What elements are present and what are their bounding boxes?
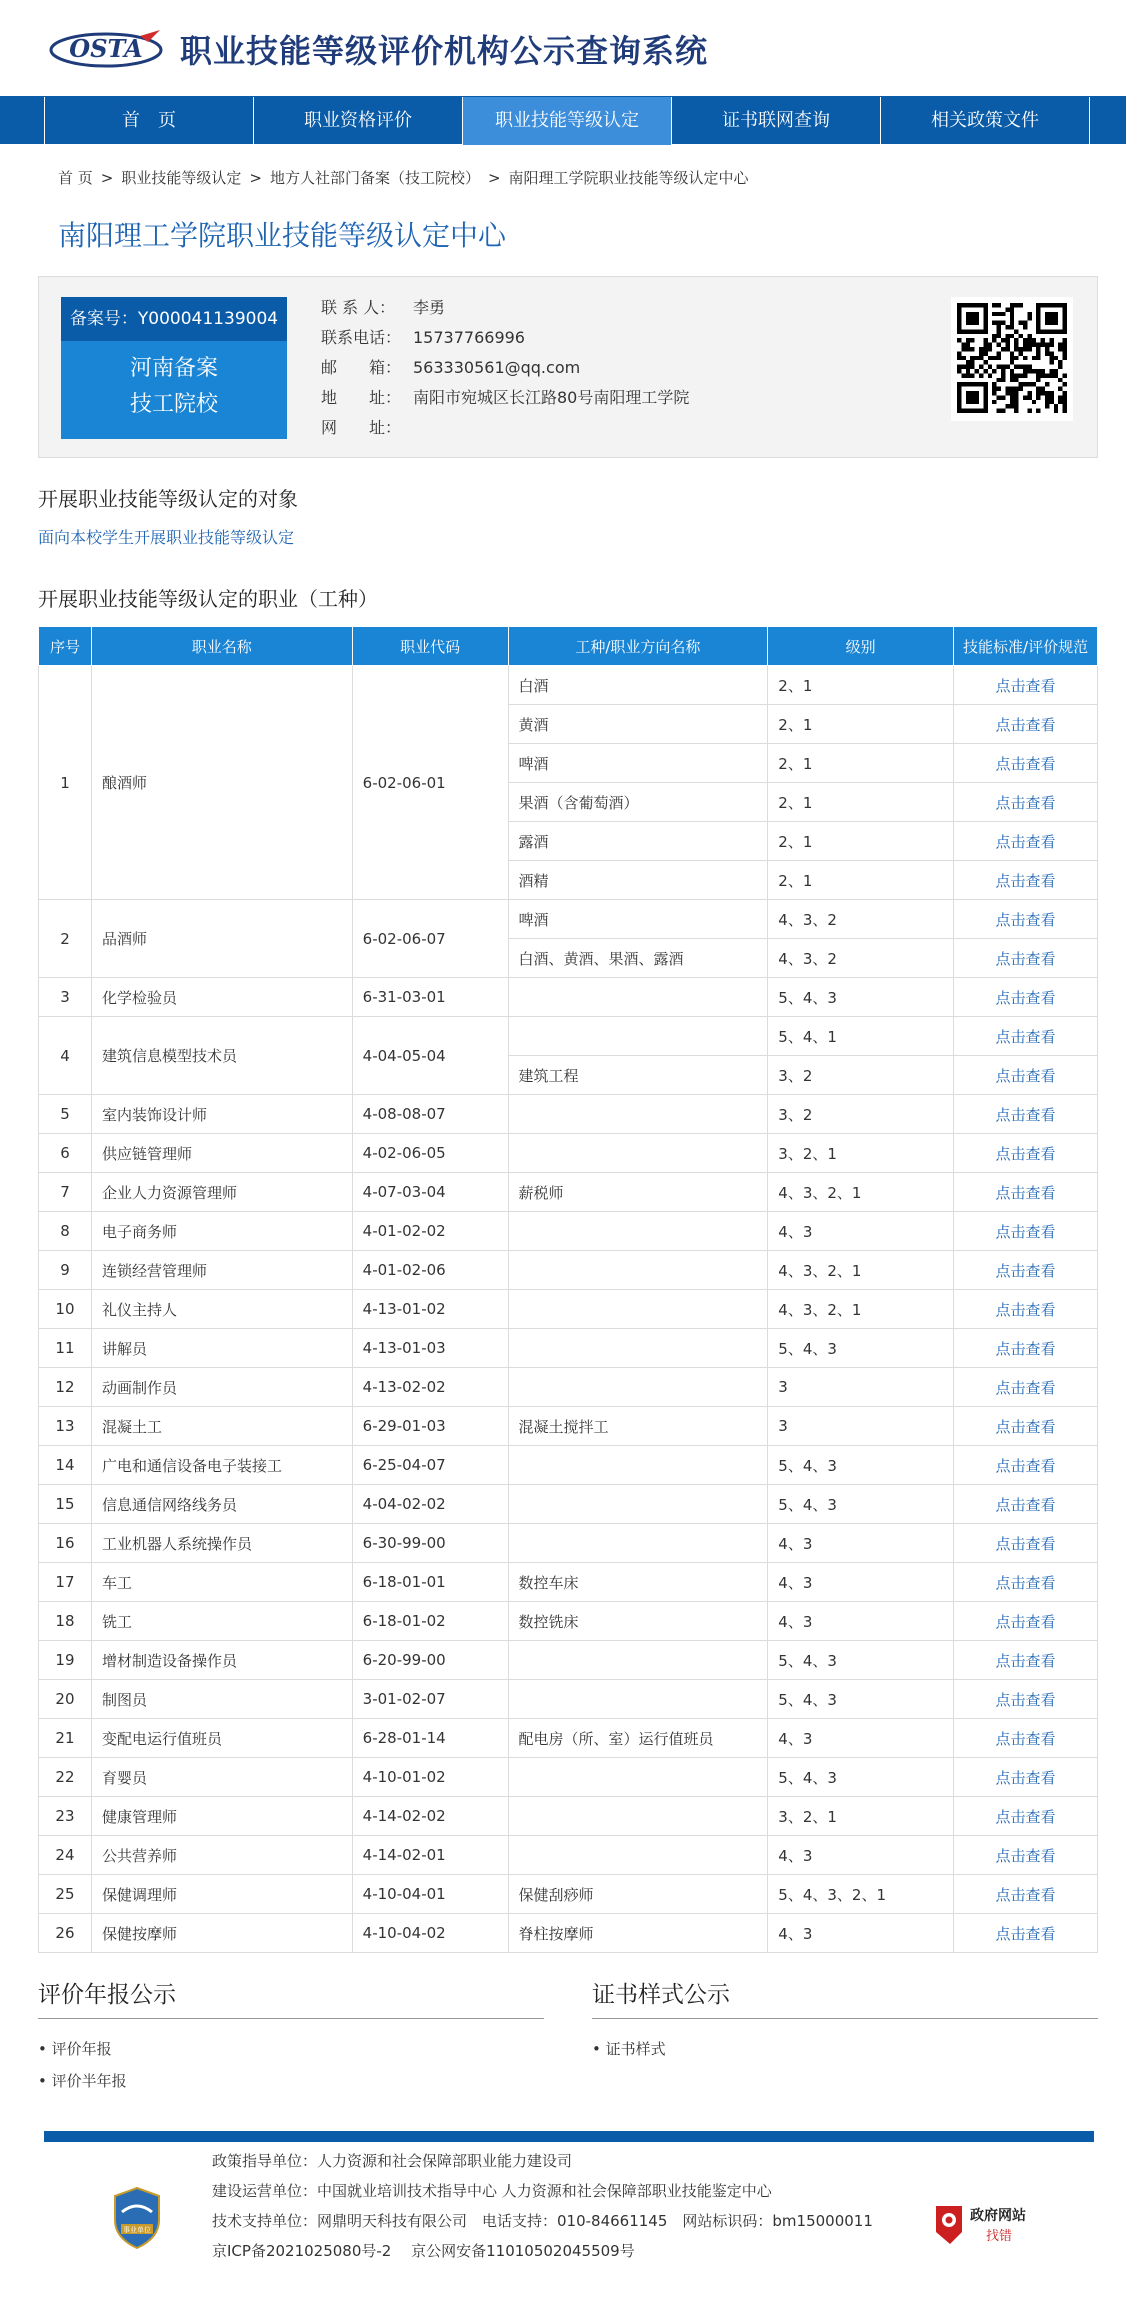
- annual-report-heading: 评价年报公示: [38, 1971, 544, 2019]
- job-level: 4、3、2: [768, 939, 954, 978]
- record-type-line1: 河南备案: [129, 356, 218, 381]
- jobs-table: [38, 626, 1098, 1953]
- job-direction: 酒精: [508, 861, 768, 900]
- job-number: 13: [39, 1407, 92, 1446]
- job-direction: 保健刮痧师: [508, 1875, 768, 1914]
- job-direction: [508, 978, 768, 1017]
- job-number: 9: [39, 1251, 92, 1290]
- job-name: 信息通信网络线务员: [91, 1485, 352, 1524]
- job-direction: [508, 1134, 768, 1173]
- job-code: 4-10-04-01: [352, 1875, 508, 1914]
- record-type: [61, 341, 287, 423]
- job-number: 25: [39, 1875, 92, 1914]
- breadcrumb: [58, 168, 1126, 188]
- job-code: 6-25-04-07: [352, 1446, 508, 1485]
- job-name: 育婴员: [91, 1758, 352, 1797]
- view-standard-link[interactable]: 点击查看: [954, 705, 1098, 744]
- breadcrumb-item-0[interactable]: 首 页: [58, 169, 93, 187]
- job-name: 铣工: [91, 1602, 352, 1641]
- view-standard-link[interactable]: 点击查看: [954, 1251, 1098, 1290]
- job-level: 5、4、3、2、1: [768, 1875, 954, 1914]
- job-direction: [508, 1212, 768, 1251]
- job-name: 公共营养师: [91, 1836, 352, 1875]
- job-name: 讲解员: [91, 1329, 352, 1368]
- view-standard-link[interactable]: 点击查看: [954, 1446, 1098, 1485]
- job-name: 礼仪主持人: [91, 1290, 352, 1329]
- table-row: [39, 978, 1098, 1017]
- contact-label: 地 址：: [321, 388, 402, 407]
- job-direction: 白酒: [508, 666, 768, 705]
- list-item-label: 评价半年报: [51, 2072, 127, 2090]
- job-direction: 白酒、黄酒、果酒、露酒: [508, 939, 768, 978]
- job-code: 4-08-08-07: [352, 1095, 508, 1134]
- job-code: 6-02-06-07: [352, 900, 508, 978]
- job-name: 制图员: [91, 1680, 352, 1719]
- job-level: 5、4、3: [768, 1446, 954, 1485]
- table-row: [39, 1719, 1098, 1758]
- job-level: 4、3: [768, 1836, 954, 1875]
- job-code: 4-01-02-02: [352, 1212, 508, 1251]
- job-direction: [508, 1797, 768, 1836]
- job-level: 2、1: [768, 783, 954, 822]
- nav-item-2[interactable]: 职业技能等级认定: [463, 97, 672, 145]
- job-level: 5、4、3: [768, 978, 954, 1017]
- view-standard-link[interactable]: 点击查看: [954, 1563, 1098, 1602]
- job-number: 10: [39, 1290, 92, 1329]
- view-standard-link[interactable]: 点击查看: [954, 1095, 1098, 1134]
- job-number: 8: [39, 1212, 92, 1251]
- job-level: 4、3: [768, 1719, 954, 1758]
- nav-item-3[interactable]: 证书联网查询: [672, 97, 881, 145]
- target-heading: 开展职业技能等级认定的对象: [38, 487, 298, 511]
- list-item-label: 证书样式: [605, 2040, 666, 2058]
- job-name: 动画制作员: [91, 1368, 352, 1407]
- contact-row: [321, 413, 689, 443]
- view-standard-link[interactable]: 点击查看: [954, 1758, 1098, 1797]
- job-code: 6-31-03-01: [352, 978, 508, 1017]
- page-title: 南阳理工学院职业技能等级认定中心: [58, 219, 507, 252]
- record-number: 备案号：Y000041139004: [61, 297, 287, 341]
- job-direction: 果酒（含葡萄酒）: [508, 783, 768, 822]
- job-code: 4-14-02-01: [352, 1836, 508, 1875]
- table-row: [39, 1602, 1098, 1641]
- contact-label: 网 址：: [321, 418, 402, 437]
- view-standard-link[interactable]: 点击查看: [954, 1212, 1098, 1251]
- job-number: 12: [39, 1368, 92, 1407]
- footer-line-3: 京ICP备2021025080号-2 京公网安备11010502045509号: [212, 2242, 635, 2260]
- job-number: 17: [39, 1563, 92, 1602]
- job-name: 企业人力资源管理师: [91, 1173, 352, 1212]
- column-header-0: 序号: [39, 627, 92, 666]
- job-direction: [508, 1368, 768, 1407]
- job-level: 2、1: [768, 822, 954, 861]
- table-row: [39, 1758, 1098, 1797]
- job-number: 2: [39, 900, 92, 978]
- footer-divider: [44, 2131, 1094, 2142]
- job-code: 4-01-02-06: [352, 1251, 508, 1290]
- job-number: 1: [39, 666, 92, 900]
- bullet-icon: •: [592, 2040, 606, 2058]
- job-direction: 数控车床: [508, 1563, 768, 1602]
- table-row: [39, 1524, 1098, 1563]
- table-row: [39, 1680, 1098, 1719]
- job-code: 4-02-06-05: [352, 1134, 508, 1173]
- job-code: 6-29-01-03: [352, 1407, 508, 1446]
- view-standard-link[interactable]: 点击查看: [954, 1914, 1098, 1953]
- job-name: 混凝土工: [91, 1407, 352, 1446]
- site-title: 职业技能等级评价机构公示查询系统: [180, 32, 709, 70]
- view-standard-link[interactable]: 点击查看: [954, 1641, 1098, 1680]
- column-header-1: 职业名称: [91, 627, 352, 666]
- view-standard-link[interactable]: 点击查看: [954, 1875, 1098, 1914]
- job-number: 23: [39, 1797, 92, 1836]
- cert-style-section: [592, 1971, 1098, 2097]
- view-standard-link[interactable]: 点击查看: [954, 1836, 1098, 1875]
- job-name: 保健按摩师: [91, 1914, 352, 1953]
- main-nav: [0, 96, 1126, 144]
- view-standard-link[interactable]: 点击查看: [954, 1407, 1098, 1446]
- contact-value: 15737766996: [413, 328, 525, 347]
- job-code: 4-10-01-02: [352, 1758, 508, 1797]
- job-number: 7: [39, 1173, 92, 1212]
- table-row: [39, 1407, 1098, 1446]
- bottom-lists: [38, 1971, 1098, 2097]
- job-code: 4-04-05-04: [352, 1017, 508, 1095]
- bullet-icon: •: [38, 2072, 52, 2090]
- job-number: 5: [39, 1095, 92, 1134]
- view-standard-link[interactable]: 点击查看: [954, 666, 1098, 705]
- job-name: 工业机器人系统操作员: [91, 1524, 352, 1563]
- job-code: 4-14-02-02: [352, 1797, 508, 1836]
- job-level: 3: [768, 1407, 954, 1446]
- view-standard-link[interactable]: 点击查看: [954, 822, 1098, 861]
- job-direction: [508, 1680, 768, 1719]
- job-direction: [508, 1836, 768, 1875]
- view-standard-link[interactable]: 点击查看: [954, 1797, 1098, 1836]
- table-row: [39, 1329, 1098, 1368]
- job-level: 3、2: [768, 1056, 954, 1095]
- table-header-row: [39, 627, 1098, 666]
- target-text: 面向本校学生开展职业技能等级认定: [38, 528, 295, 547]
- table-row: [39, 900, 1098, 939]
- job-direction: [508, 1329, 768, 1368]
- contact-row: [321, 293, 689, 323]
- job-direction: 混凝土搅拌工: [508, 1407, 768, 1446]
- job-name: 建筑信息模型技术员: [91, 1017, 352, 1095]
- job-code: 6-28-01-14: [352, 1719, 508, 1758]
- table-row: [39, 1251, 1098, 1290]
- job-level: 2、1: [768, 705, 954, 744]
- job-name: 电子商务师: [91, 1212, 352, 1251]
- job-level: 4、3: [768, 1212, 954, 1251]
- view-standard-link[interactable]: 点击查看: [954, 1719, 1098, 1758]
- job-level: 4、3: [768, 1602, 954, 1641]
- job-level: 3、2: [768, 1095, 954, 1134]
- table-row: [39, 1914, 1098, 1953]
- table-row: [39, 1875, 1098, 1914]
- job-level: 5、4、1: [768, 1017, 954, 1056]
- job-direction: [508, 1095, 768, 1134]
- job-code: 4-07-03-04: [352, 1173, 508, 1212]
- contact-label: 联系电话：: [321, 328, 402, 347]
- job-name: 变配电运行值班员: [91, 1719, 352, 1758]
- job-level: 4、3: [768, 1914, 954, 1953]
- record-type-line2: 技工院校: [129, 392, 218, 417]
- footer-line-0: 政策指导单位：人力资源和社会保障部职业能力建设司: [212, 2152, 573, 2170]
- job-direction: 建筑工程: [508, 1056, 768, 1095]
- view-standard-link[interactable]: 点击查看: [954, 978, 1098, 1017]
- institution-info-box: [38, 276, 1098, 458]
- cert-style-list: [592, 2033, 1098, 2065]
- list-item[interactable]: [38, 2065, 544, 2097]
- job-level: 4、3: [768, 1563, 954, 1602]
- jobs-table-body: [39, 666, 1098, 1953]
- gov-site-error-report-icon[interactable]: [934, 2198, 1044, 2248]
- job-code: 4-04-02-02: [352, 1485, 508, 1524]
- view-standard-link[interactable]: 点击查看: [954, 939, 1098, 978]
- list-item[interactable]: [592, 2033, 1098, 2065]
- nav-item-1[interactable]: 职业资格评价: [254, 97, 463, 145]
- column-header-2: 职业代码: [352, 627, 508, 666]
- job-level: 5、4、3: [768, 1758, 954, 1797]
- table-row: [39, 1290, 1098, 1329]
- view-standard-link[interactable]: 点击查看: [954, 861, 1098, 900]
- emblem-label: 事业单位: [123, 2226, 151, 2234]
- public-institution-emblem-icon[interactable]: [112, 2186, 162, 2250]
- job-code: 4-13-01-03: [352, 1329, 508, 1368]
- job-name: 连锁经营管理师: [91, 1251, 352, 1290]
- job-code: 6-18-01-02: [352, 1602, 508, 1641]
- job-direction: 配电房（所、室）运行值班员: [508, 1719, 768, 1758]
- job-number: 20: [39, 1680, 92, 1719]
- job-level: 4、3、2、1: [768, 1251, 954, 1290]
- footer-line-2: 技术支持单位：网鼎明天科技有限公司 电话支持：010-84661145 网站标识码：bm15000011: [212, 2212, 873, 2230]
- job-level: 4、3、2、1: [768, 1173, 954, 1212]
- view-standard-link[interactable]: 点击查看: [954, 1173, 1098, 1212]
- contact-row: [321, 353, 689, 383]
- job-code: 4-10-04-02: [352, 1914, 508, 1953]
- view-standard-link[interactable]: 点击查看: [954, 1017, 1098, 1056]
- table-row: [39, 1095, 1098, 1134]
- job-direction: 黄酒: [508, 705, 768, 744]
- contact-value: 李勇: [413, 298, 446, 317]
- job-number: 21: [39, 1719, 92, 1758]
- view-standard-link[interactable]: 点击查看: [954, 1524, 1098, 1563]
- table-row: [39, 1563, 1098, 1602]
- job-level: 2、1: [768, 861, 954, 900]
- footer-line-1: 建设运营单位：中国就业培训技术指导中心 人力资源和社会保障部职业技能鉴定中心: [212, 2182, 772, 2200]
- job-number: 26: [39, 1914, 92, 1953]
- table-row: [39, 1446, 1098, 1485]
- job-direction: 数控铣床: [508, 1602, 768, 1641]
- job-number: 18: [39, 1602, 92, 1641]
- footer-info: [212, 2146, 873, 2266]
- job-level: 3、2、1: [768, 1134, 954, 1173]
- job-direction: [508, 1251, 768, 1290]
- job-code: 4-13-01-02: [352, 1290, 508, 1329]
- contact-label: 邮 箱：: [321, 358, 402, 377]
- job-level: 3、2、1: [768, 1797, 954, 1836]
- job-name: 广电和通信设备电子装接工: [91, 1446, 352, 1485]
- job-level: 2、1: [768, 744, 954, 783]
- table-row: [39, 1212, 1098, 1251]
- job-name: 健康管理师: [91, 1797, 352, 1836]
- job-level: 5、4、3: [768, 1680, 954, 1719]
- job-level: 5、4、3: [768, 1485, 954, 1524]
- job-name: 品酒师: [91, 900, 352, 978]
- job-level: 5、4、3: [768, 1329, 954, 1368]
- job-level: 5、4、3: [768, 1641, 954, 1680]
- job-number: 14: [39, 1446, 92, 1485]
- table-row: [39, 1797, 1098, 1836]
- table-row: [39, 1836, 1098, 1875]
- view-standard-link[interactable]: 点击查看: [954, 1680, 1098, 1719]
- annual-report-list: [38, 2033, 544, 2097]
- job-direction: [508, 1485, 768, 1524]
- job-name: 车工: [91, 1563, 352, 1602]
- view-standard-link[interactable]: 点击查看: [954, 1368, 1098, 1407]
- job-number: 24: [39, 1836, 92, 1875]
- job-number: 19: [39, 1641, 92, 1680]
- breadcrumb-separator: >: [487, 169, 501, 187]
- view-standard-link[interactable]: 点击查看: [954, 744, 1098, 783]
- breadcrumb-separator: >: [249, 169, 262, 187]
- job-direction: 露酒: [508, 822, 768, 861]
- view-standard-link[interactable]: 点击查看: [954, 900, 1098, 939]
- job-code: 6-18-01-01: [352, 1563, 508, 1602]
- view-standard-link[interactable]: 点击查看: [954, 1056, 1098, 1095]
- job-direction: 薪税师: [508, 1173, 768, 1212]
- job-level: 4、3、2、1: [768, 1290, 954, 1329]
- column-header-5: 技能标准/评价规范: [954, 627, 1098, 666]
- job-level: 2、1: [768, 666, 954, 705]
- contact-row: [321, 323, 689, 353]
- contact-value: 563330561@qq.com: [413, 358, 581, 377]
- job-number: 11: [39, 1329, 92, 1368]
- record-badge: [61, 297, 287, 439]
- column-header-4: 级别: [768, 627, 954, 666]
- table-row: [39, 1368, 1098, 1407]
- nav-list: [44, 97, 1090, 145]
- table-row: [39, 1641, 1098, 1680]
- contact-label: 联 系 人：: [321, 298, 396, 317]
- contact-value: 南阳市宛城区长江路80号南阳理工学院: [413, 388, 690, 407]
- table-row: [39, 1485, 1098, 1524]
- qr-code-icon: [951, 297, 1073, 421]
- job-name: 保健调理师: [91, 1875, 352, 1914]
- column-header-3: 工种/职业方向名称: [508, 627, 768, 666]
- job-direction: [508, 1758, 768, 1797]
- view-standard-link[interactable]: 点击查看: [954, 1485, 1098, 1524]
- breadcrumb-separator: >: [100, 169, 114, 187]
- view-standard-link[interactable]: 点击查看: [954, 1329, 1098, 1368]
- annual-report-section: [38, 1971, 544, 2097]
- job-name: 室内装饰设计师: [91, 1095, 352, 1134]
- list-item[interactable]: [38, 2033, 544, 2065]
- job-direction: [508, 1017, 768, 1056]
- job-number: 6: [39, 1134, 92, 1173]
- nav-item-0[interactable]: 首 页: [45, 97, 254, 145]
- site-header: [0, 0, 1126, 96]
- job-direction: 啤酒: [508, 900, 768, 939]
- job-direction: [508, 1446, 768, 1485]
- table-row: [39, 1173, 1098, 1212]
- view-standard-link[interactable]: 点击查看: [954, 783, 1098, 822]
- site-footer: [0, 2142, 1126, 2272]
- view-standard-link[interactable]: 点击查看: [954, 1602, 1098, 1641]
- svg-text:OSTA: OSTA: [69, 34, 143, 63]
- job-number: 4: [39, 1017, 92, 1095]
- job-direction: [508, 1290, 768, 1329]
- table-row: [39, 1017, 1098, 1056]
- job-number: 16: [39, 1524, 92, 1563]
- contact-info: [321, 293, 689, 443]
- list-item-label: 评价年报: [51, 2040, 112, 2058]
- job-code: 3-01-02-07: [352, 1680, 508, 1719]
- breadcrumb-item-2[interactable]: 地方人社部门备案（技工院校）: [269, 169, 480, 187]
- job-code: 4-13-02-02: [352, 1368, 508, 1407]
- job-name: 酿酒师: [91, 666, 352, 900]
- job-code: 6-02-06-01: [352, 666, 508, 900]
- bullet-icon: •: [38, 2040, 52, 2058]
- nav-item-4[interactable]: 相关政策文件: [881, 97, 1090, 145]
- job-number: 15: [39, 1485, 92, 1524]
- job-direction: 啤酒: [508, 744, 768, 783]
- contact-row: [321, 383, 689, 413]
- table-row: [39, 666, 1098, 705]
- jobs-heading: 开展职业技能等级认定的职业（工种）: [38, 587, 378, 611]
- job-number: 3: [39, 978, 92, 1017]
- error-report-label: 找错: [986, 2229, 1013, 2244]
- breadcrumb-item-1[interactable]: 职业技能等级认定: [121, 169, 242, 187]
- view-standard-link[interactable]: 点击查看: [954, 1134, 1098, 1173]
- job-direction: [508, 1641, 768, 1680]
- job-level: 3: [768, 1368, 954, 1407]
- job-level: 4、3、2: [768, 900, 954, 939]
- job-code: 6-30-99-00: [352, 1524, 508, 1563]
- job-direction: 脊柱按摩师: [508, 1914, 768, 1953]
- cert-style-heading: 证书样式公示: [592, 1971, 1098, 2019]
- job-code: 6-20-99-00: [352, 1641, 508, 1680]
- job-name: 增材制造设备操作员: [91, 1641, 352, 1680]
- job-number: 22: [39, 1758, 92, 1797]
- job-level: 4、3: [768, 1524, 954, 1563]
- job-name: 化学检验员: [91, 978, 352, 1017]
- view-standard-link[interactable]: 点击查看: [954, 1290, 1098, 1329]
- job-direction: [508, 1524, 768, 1563]
- osta-logo-icon[interactable]: [48, 26, 164, 70]
- gov-site-label: 政府网站: [970, 2208, 1026, 2224]
- breadcrumb-item-3: 南阳理工学院职业技能等级认定中心: [508, 169, 749, 187]
- table-row: [39, 1134, 1098, 1173]
- job-name: 供应链管理师: [91, 1134, 352, 1173]
